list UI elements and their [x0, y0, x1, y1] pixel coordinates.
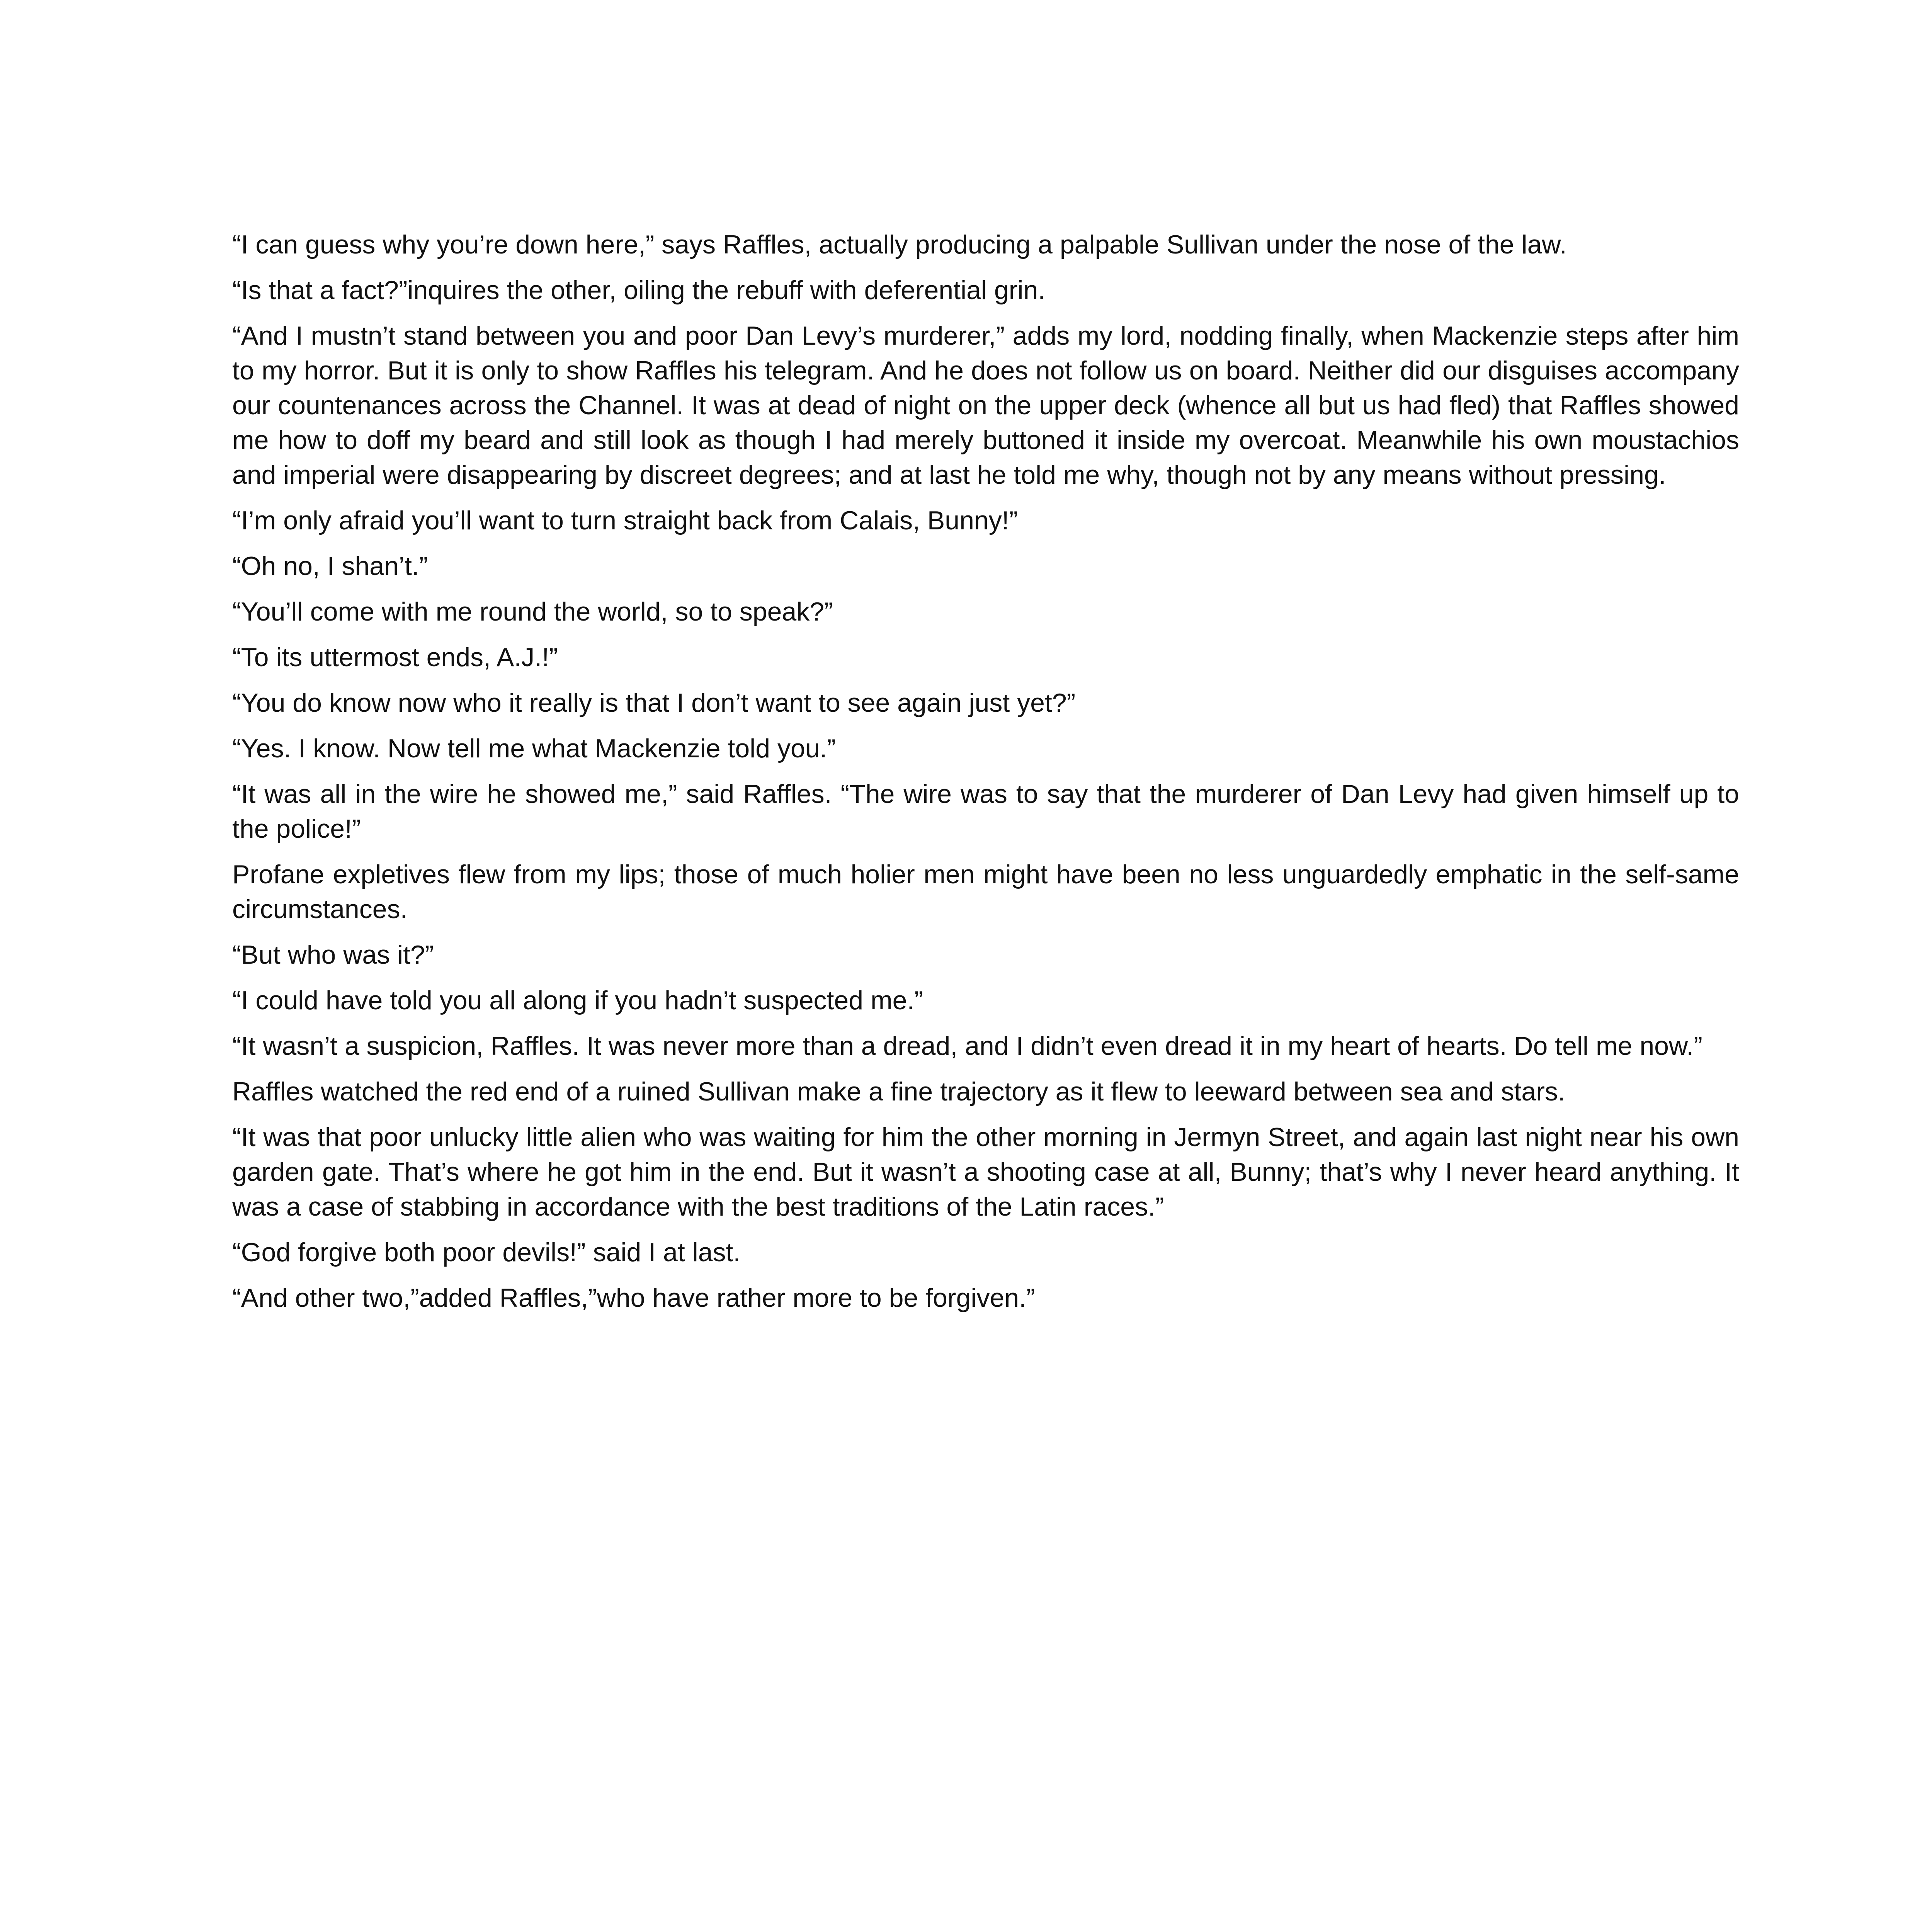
paragraph: “And other two,”added Raffles,”who have rather more to be forgiven.” — [232, 1283, 1035, 1313]
paragraph: Profane expletives flew from my lips; those of much holier men might have been no less unguardedly emphatic in the self-same circumstances. — [232, 860, 1739, 924]
page-text-body — [232, 227, 1739, 1326]
paragraph: “Yes. I know. Now tell me what Mackenzie told you.” — [232, 734, 836, 763]
paragraph: “Oh no, I shan’t.” — [232, 551, 428, 581]
paragraph: “It wasn’t a suspicion, Raffles. It was never more than a dread, and I didn’t even dread it in my heart of hearts. Do tell me now.” — [232, 1031, 1702, 1061]
paragraph: “It was all in the wire he showed me,” said Raffles. “The wire was to say that the murderer of Dan Levy had given himself up to the police!” — [232, 779, 1739, 844]
paragraph: “To its uttermost ends, A.J.!” — [232, 643, 558, 672]
paragraph: Raffles watched the red end of a ruined Sullivan make a fine trajectory as it flew to leeward between sea and stars. — [232, 1077, 1565, 1106]
paragraph: “God forgive both poor devils!” said I at last. — [232, 1238, 741, 1267]
paragraph: “It was that poor unlucky little alien who was waiting for him the other morning in Jermyn Street, and again last night near his own garden gate. That’s where he got him in the end. But it wasn’t a shooting case at all, Bunny; that’s why I never heard anything. It was a case of stabbing in accordance with the best traditions of the Latin races.” — [232, 1122, 1739, 1221]
paragraph: “I’m only afraid you’ll want to turn straight back from Calais, Bunny!” — [232, 506, 1018, 535]
paragraph: “Is that a fact?”inquires the other, oiling the rebuff with deferential grin. — [232, 276, 1046, 305]
paragraph: “You do know now who it really is that I don’t want to see again just yet?” — [232, 688, 1076, 718]
paragraph: “But who was it?” — [232, 940, 434, 969]
paragraph: “I could have told you all along if you hadn’t suspected me.” — [232, 986, 923, 1015]
paragraph: “And I mustn’t stand between you and poor Dan Levy’s murderer,” adds my lord, nodding finally, when Mackenzie steps after him to my horror. But it is only to show Raffles his telegram. And he does not follow us on board. Neither did our disguises accompany our countenances across the Channel. It was at dead of night on the upper deck (whence all but us had fled) that Raffles showed me how to doff my beard and still look as though I had merely buttoned it inside my overcoat. Meanwhile his own moustachios and imperial were disappearing by discreet degrees; and at last he told me why, though not by any means without pressing. — [232, 321, 1739, 490]
paragraph: “I can guess why you’re down here,” says Raffles, actually producing a palpable Sullivan under the nose of the law. — [232, 230, 1567, 259]
paragraph: “You’ll come with me round the world, so to speak?” — [232, 597, 833, 626]
